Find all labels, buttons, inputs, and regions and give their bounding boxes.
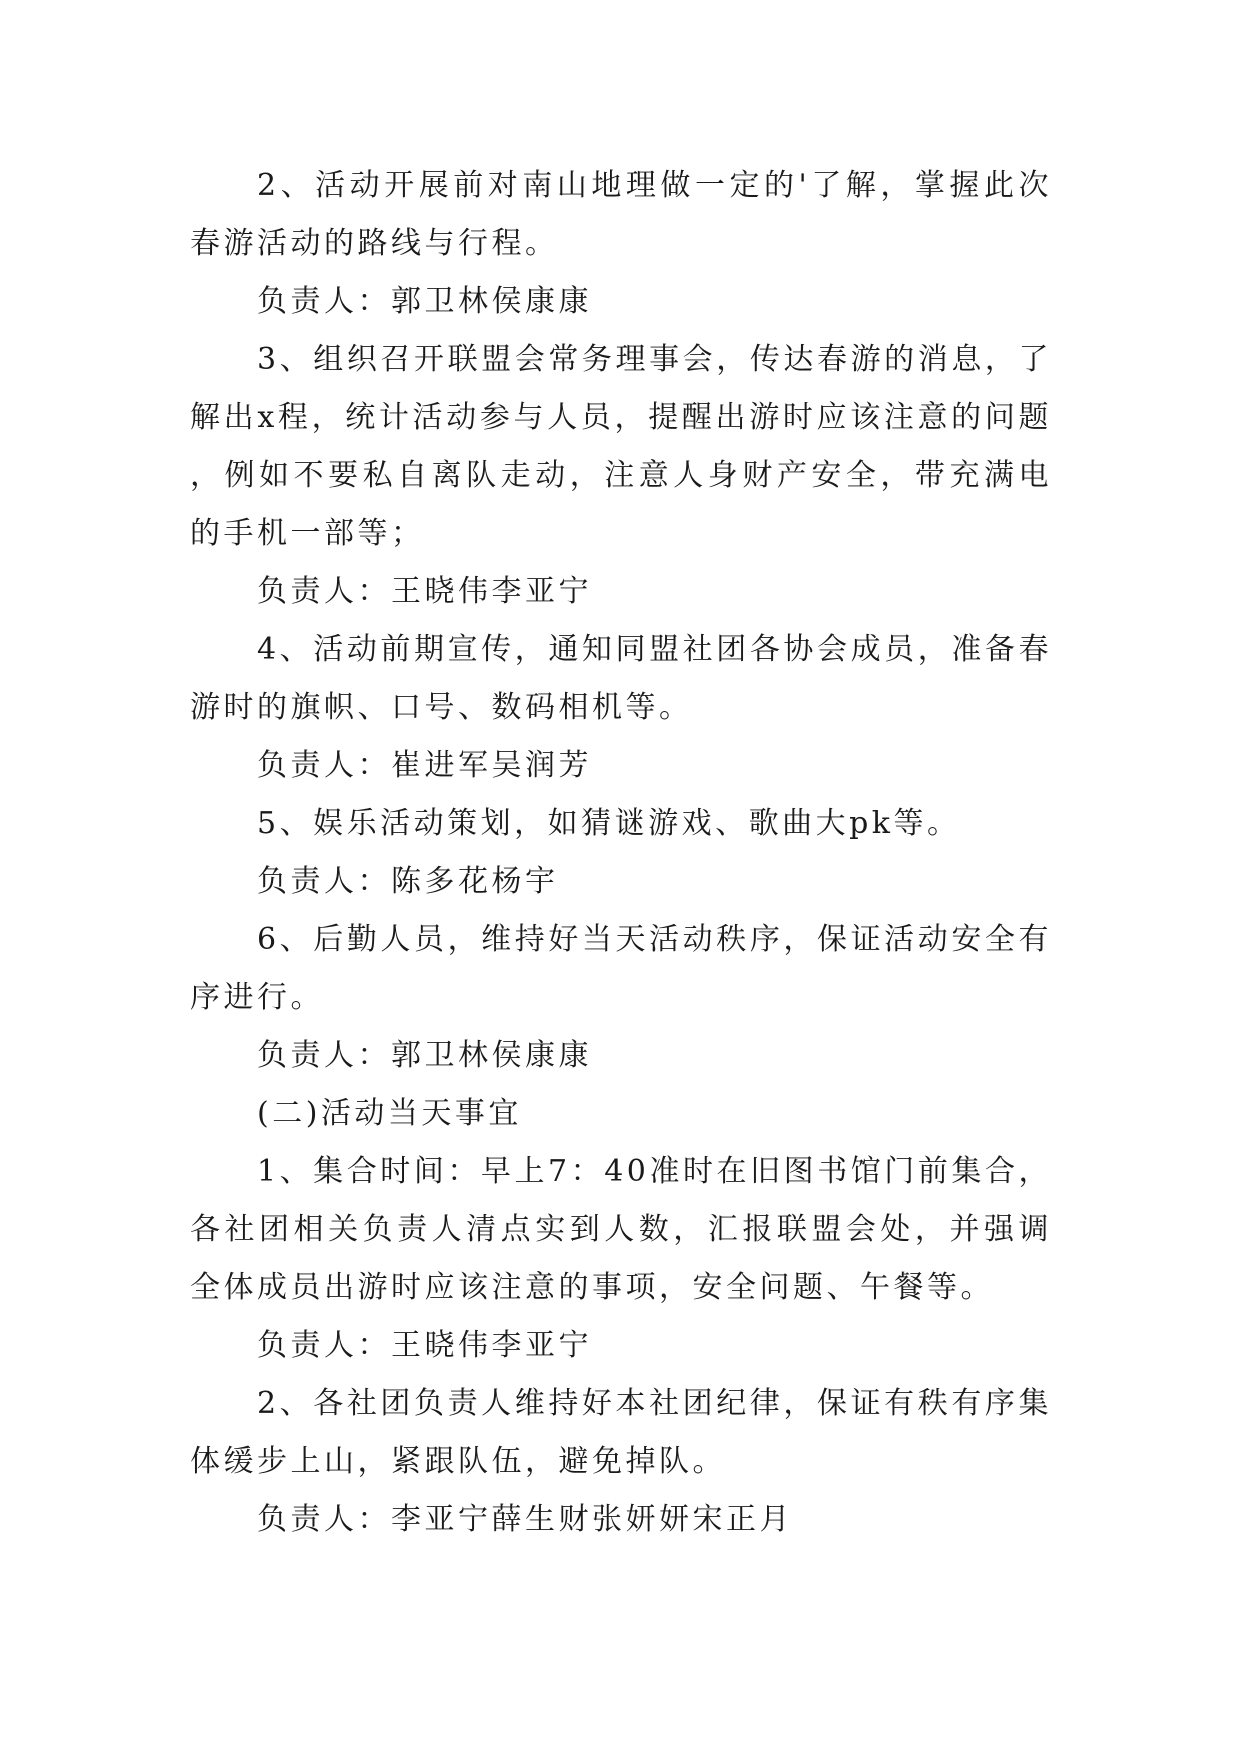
paragraph-owner-5: 负责人：陈多花杨宇	[257, 864, 559, 899]
paragraph-day-2: 2、各社团负责人维持好本社团纪律，保证有秩有序集体缓步上山，紧跟队伍，避免掉队。	[190, 1386, 1052, 1479]
paragraph-prep-5: 5、娱乐活动策划，如猜谜游戏、歌曲大pk等。	[257, 806, 961, 841]
paragraph-prep-6: 6、后勤人员，维持好当天活动秩序，保证活动安全有序进行。	[190, 922, 1052, 1015]
paragraph-owner-6: 负责人：郭卫林侯康康	[257, 1038, 592, 1073]
paragraph-owner-3: 负责人：王晓伟李亚宁	[257, 574, 592, 609]
paragraph-day-owner-1: 负责人：王晓伟李亚宁	[257, 1328, 592, 1363]
document-body	[190, 157, 1052, 1549]
paragraph-prep-3: 3、组织召开联盟会常务理事会，传达春游的消息，了解出x程，统计活动参与人员，提醒出游时应该注意的问题，例如不要私自离队走动，注意人身财产安全，带充满电的手机一部等；	[190, 342, 1052, 551]
paragraph-prep-2: 2、活动开展前对南山地理做一定的'了解，掌握此次春游活动的路线与行程。	[190, 168, 1052, 261]
paragraph-day-1: 1、集合时间：早上7：40准时在旧图书馆门前集合，各社团相关负责人清点实到人数，汇报联盟会处，并强调全体成员出游时应该注意的事项，安全问题、午餐等。	[190, 1154, 1052, 1305]
paragraph-owner-4: 负责人：崔进军吴润芳	[257, 748, 592, 783]
section-heading-day-of: (二)活动当天事宜	[257, 1096, 522, 1131]
paragraph-owner-2: 负责人：郭卫林侯康康	[257, 284, 592, 319]
paragraph-prep-4: 4、活动前期宣传，通知同盟社团各协会成员，准备春游时的旗帜、口号、数码相机等。	[190, 632, 1052, 725]
paragraph-day-owner-2: 负责人：李亚宁薛生财张妍妍宋正月	[257, 1502, 793, 1537]
